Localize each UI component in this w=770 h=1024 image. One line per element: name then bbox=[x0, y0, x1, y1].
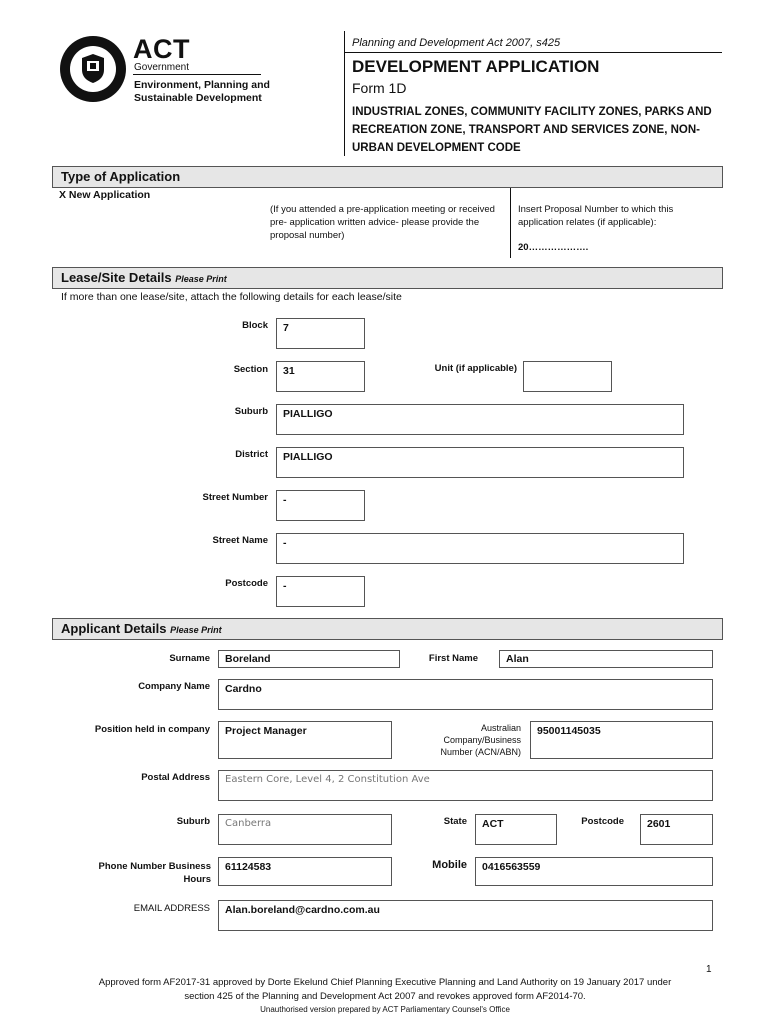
phone-label: Phone Number Business Hours bbox=[98, 861, 211, 885]
suburb-field[interactable]: PIALLIGO bbox=[276, 404, 684, 435]
street-number-field[interactable]: - bbox=[276, 490, 365, 521]
applicant-postcode-field[interactable]: 2601 bbox=[640, 814, 713, 845]
mobile-label: Mobile bbox=[432, 859, 467, 871]
state-field[interactable]: ACT bbox=[475, 814, 557, 845]
section-field[interactable]: 31 bbox=[276, 361, 365, 392]
applicant-postcode-label: Postcode bbox=[581, 816, 624, 827]
first-name-field[interactable]: Alan bbox=[499, 650, 713, 668]
zones-subtitle: INDUSTRIAL ZONES, COMMUNITY FACILITY ZONES, PARKS AND RECREATION ZONE, TRANSPORT AND SERVICES ZONE, NON-URBAN DEVELOPMENT CODE bbox=[352, 106, 712, 154]
unit-label: Unit (if applicable) bbox=[434, 363, 517, 374]
district-field[interactable]: PIALLIGO bbox=[276, 447, 684, 478]
company-label: Company Name bbox=[138, 681, 210, 692]
section-heading: Type of Application bbox=[61, 169, 181, 184]
mobile-field[interactable]: 0416563559 bbox=[475, 857, 713, 886]
applicant-suburb-field[interactable]: Canberra bbox=[218, 814, 392, 845]
first-name-label: First Name bbox=[428, 653, 478, 664]
disclaimer: Unauthorised version prepared by ACT Parliamentary Counsel's Office bbox=[260, 1005, 510, 1014]
org-sub: Government bbox=[134, 62, 190, 73]
proposal-number-field[interactable]: 20………………. bbox=[518, 242, 589, 253]
postal-address-label: Postal Address bbox=[141, 772, 210, 783]
section-heading-note: Please Print bbox=[170, 625, 222, 635]
block-field[interactable]: 7 bbox=[276, 318, 365, 349]
section-heading-note: Please Print bbox=[175, 274, 227, 284]
section-heading: Applicant Details bbox=[61, 621, 167, 636]
street-number-label: Street Number bbox=[202, 492, 268, 503]
coat-of-arms-icon bbox=[78, 52, 108, 84]
form-number: Form 1D bbox=[352, 80, 407, 96]
email-label: EMAIL ADDRESS bbox=[133, 903, 210, 914]
district-label: District bbox=[235, 449, 268, 460]
position-field[interactable]: Project Manager bbox=[218, 721, 392, 759]
state-label: State bbox=[443, 816, 467, 827]
header-divider bbox=[344, 31, 345, 156]
section-label: Section bbox=[233, 364, 268, 375]
page-number: 1 bbox=[706, 964, 712, 975]
block-label: Block bbox=[242, 320, 268, 331]
approval-line-1: Approved form AF2017-31 approved by Dorte Ekelund Chief Planning Executive Planning and Land Authority on 19 January 2017 under bbox=[98, 977, 672, 988]
phone-field[interactable]: 61124583 bbox=[218, 857, 392, 886]
section-type-of-application bbox=[52, 166, 723, 188]
proposal-divider bbox=[510, 188, 511, 258]
section-lease-site-details bbox=[52, 267, 723, 289]
logo-divider bbox=[133, 74, 261, 75]
email-field[interactable]: Alan.boreland@cardno.com.au bbox=[218, 900, 713, 931]
company-field[interactable]: Cardno bbox=[218, 679, 713, 710]
approval-line-2: section 425 of the Planning and Development Act 2007 and revokes approved form AF2014-70. bbox=[184, 991, 586, 1002]
lease-instruction: If more than one lease/site, attach the following details for each lease/site bbox=[61, 291, 402, 303]
org-name: ACT bbox=[133, 34, 190, 64]
surname-label: Surname bbox=[169, 653, 210, 664]
street-name-field[interactable]: - bbox=[276, 533, 684, 564]
department-name: Environment, Planning and Sustainable Development bbox=[134, 79, 270, 104]
page-title: DEVELOPMENT APPLICATION bbox=[352, 57, 600, 76]
unit-field[interactable] bbox=[523, 361, 612, 392]
surname-field[interactable]: Boreland bbox=[218, 650, 400, 668]
postcode-field[interactable]: - bbox=[276, 576, 365, 607]
street-name-label: Street Name bbox=[212, 535, 268, 546]
pre-application-note: (If you attended a pre-application meeting or received pre- application written advice- please provide the proposal number) bbox=[270, 204, 495, 241]
suburb-label: Suburb bbox=[234, 406, 268, 417]
postal-address-field[interactable]: Eastern Core, Level 4, 2 Constitution Ave bbox=[218, 770, 713, 801]
act-ref-divider bbox=[344, 52, 722, 53]
abn-field[interactable]: 95001145035 bbox=[530, 721, 713, 759]
section-applicant-details bbox=[52, 618, 723, 640]
act-reference: Planning and Development Act 2007, s425 bbox=[352, 37, 561, 49]
section-heading: Lease/Site Details bbox=[61, 270, 172, 285]
abn-label: Australian Company/Business Number (ACN/ABN) bbox=[440, 723, 521, 757]
application-type-selection[interactable]: X New Application bbox=[59, 189, 151, 201]
proposal-note: Insert Proposal Number to which this application relates (if applicable): bbox=[518, 204, 674, 228]
position-label: Position held in company bbox=[94, 724, 210, 735]
postcode-label: Postcode bbox=[225, 578, 268, 589]
applicant-suburb-label: Suburb bbox=[176, 816, 210, 827]
